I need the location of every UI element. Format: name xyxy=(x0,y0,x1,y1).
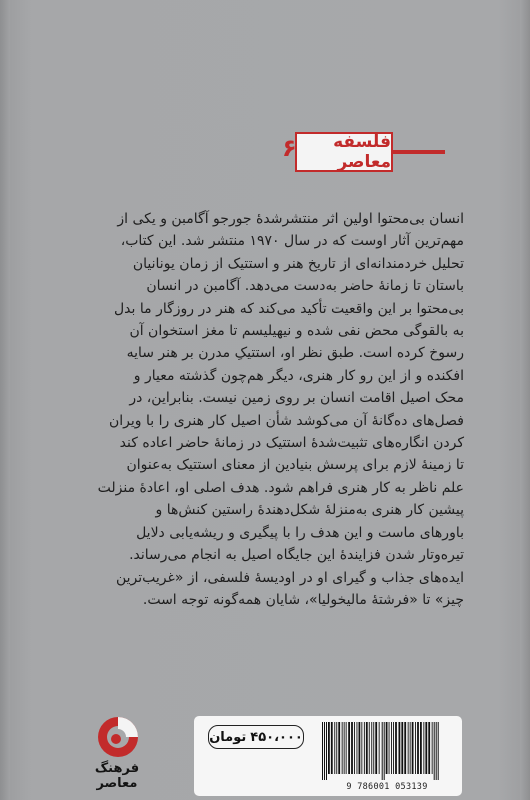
publisher-name: فرهنگ معاصر xyxy=(94,761,140,791)
barcode-bar xyxy=(417,722,419,774)
barcode-bar xyxy=(401,722,403,774)
barcode-bar xyxy=(338,722,340,774)
price-currency: تومان xyxy=(209,729,247,745)
barcode-bar xyxy=(348,722,350,774)
blurb-line: باورهای ماست و این هدف را با پیگیری و ریشه‌یابی دلایل xyxy=(136,524,464,541)
publisher-logo-icon xyxy=(96,715,140,759)
blurb-line: مهم‌ترین آثار اوست که در سال ۱۹۷۰ منتشر شد. این کتاب، xyxy=(120,233,464,250)
barcode-bar xyxy=(389,722,390,774)
back-cover-blurb xyxy=(84,208,464,611)
blurb-line: فصل‌های ده‌گانهٔ آن می‌کوشد شأن اصیل کار هنری را با ویران xyxy=(109,412,464,429)
blurb-line: بی‌محتوا بر این واقعیت تأکید می‌کند که هنر در روزگار ما بدل xyxy=(114,300,464,317)
barcode-bar xyxy=(369,722,370,774)
blurb-line: ایده‌های جذاب و گیرای او در اودیسهٔ فلسفی، از «غریب‌ترین xyxy=(115,569,464,586)
barcode-bar xyxy=(386,722,388,774)
barcode-bar xyxy=(420,722,422,774)
blurb-line: محک اصیل اقامت انسان بر روی زمین نیست. بنابراین، در xyxy=(129,390,464,407)
barcode-bar xyxy=(326,722,327,780)
price-tag xyxy=(208,725,304,749)
barcode-bar xyxy=(432,722,433,774)
blurb-line: علم ناظر به کار هنری فراهم شود. هدف اصلی او، اعادهٔ منزلت xyxy=(97,479,464,496)
barcode-bar xyxy=(328,722,330,774)
barcode-bar xyxy=(410,722,411,774)
barcode-bar xyxy=(351,722,353,774)
barcode-bar xyxy=(393,722,394,774)
price-barcode-sticker xyxy=(194,716,462,796)
barcode-bar xyxy=(322,722,323,780)
barcode-bar xyxy=(366,722,368,774)
barcode-bar xyxy=(336,722,337,774)
barcode-bar xyxy=(344,722,345,774)
cover-edge-right xyxy=(520,0,530,800)
barcode-bar xyxy=(404,722,406,774)
blurb-line: تا زمینهٔ لازم برای پرسش بنیادین از معنای استتیک به‌عنوان xyxy=(126,457,464,474)
barcode-bar xyxy=(379,722,380,774)
series-title: فلسفه معاصر xyxy=(333,132,391,172)
barcode-bar xyxy=(391,722,392,774)
barcode-bar xyxy=(382,722,383,780)
barcode-bar xyxy=(395,722,397,774)
barcode-bar xyxy=(331,722,333,774)
blurb-line: به بالقوگی محض نفی شده و نیهیلیسم تا مغز استخوان آن xyxy=(129,323,464,340)
cover-edge-left xyxy=(0,0,10,800)
barcode-bar xyxy=(373,722,374,774)
barcode-bar xyxy=(354,722,355,774)
blurb-line: رسوخ کرده است. طبق نظر او، استتیکِ مدرن بر هنر سایه xyxy=(126,345,464,362)
publisher-mark xyxy=(77,715,157,790)
barcode-bar xyxy=(399,722,401,774)
blurb-line: افکنده و از این رو کار هنری، دیگر هم‌چون گذشته معیار و xyxy=(133,367,464,384)
barcode-bar xyxy=(423,722,424,774)
barcode-bar xyxy=(425,722,427,774)
barcode-bar xyxy=(415,722,416,774)
blurb-line: چیز» تا «فرشتهٔ مالیخولیا»، شایان همه‌گونه توجه است. xyxy=(142,591,464,608)
barcode-bar xyxy=(334,722,335,774)
barcode-bar xyxy=(438,722,439,780)
barcode-bar xyxy=(408,722,409,774)
barcode-bar xyxy=(428,722,430,774)
barcode-bar xyxy=(364,722,365,774)
series-rule xyxy=(393,150,445,154)
blurb-line: کردن انگاره‌های تثبیت‌شدهٔ استتیک در زمانهٔ حاضر اعاده کند xyxy=(119,435,464,452)
barcode-bar xyxy=(361,722,362,774)
barcode-bar xyxy=(384,722,385,780)
barcode-bar xyxy=(346,722,347,774)
barcode-bar xyxy=(412,722,414,774)
blurb-line: تحلیل خردمندانه‌ای از تاریخ هنر و استتیک از زمان یونانیان xyxy=(132,255,464,272)
isbn-digits: 9 786001 053139 xyxy=(346,782,428,792)
blurb-line: انسان بی‌محتوا اولین اثر منتشرشدهٔ جورجو آگامبن و یکی از xyxy=(117,211,464,227)
blurb-line: پیشین کار هنری به‌منزلهٔ شکل‌دهندهٔ راستین کنش‌ها و xyxy=(155,502,464,519)
blurb-line: باستان تا زمانهٔ حاضر به‌دست می‌دهد. آگامبن در انسان xyxy=(146,278,464,295)
isbn-barcode xyxy=(318,722,456,780)
barcode-bar xyxy=(436,722,437,780)
barcode-bar xyxy=(375,722,377,774)
series-label xyxy=(295,132,393,172)
blurb-line: تیره‌وتار شدن فزایندهٔ این جایگاه اصیل به انجام می‌رساند. xyxy=(129,547,464,564)
series-number: ۶ xyxy=(282,134,297,162)
barcode-bar xyxy=(342,722,343,774)
price-amount: ۴۵۰،۰۰۰ xyxy=(250,729,303,745)
barcode-bar xyxy=(357,722,358,774)
barcode-bar xyxy=(371,722,372,774)
barcode-bar xyxy=(324,722,325,780)
barcode-bar xyxy=(434,722,435,780)
barcode-bar xyxy=(359,722,361,774)
